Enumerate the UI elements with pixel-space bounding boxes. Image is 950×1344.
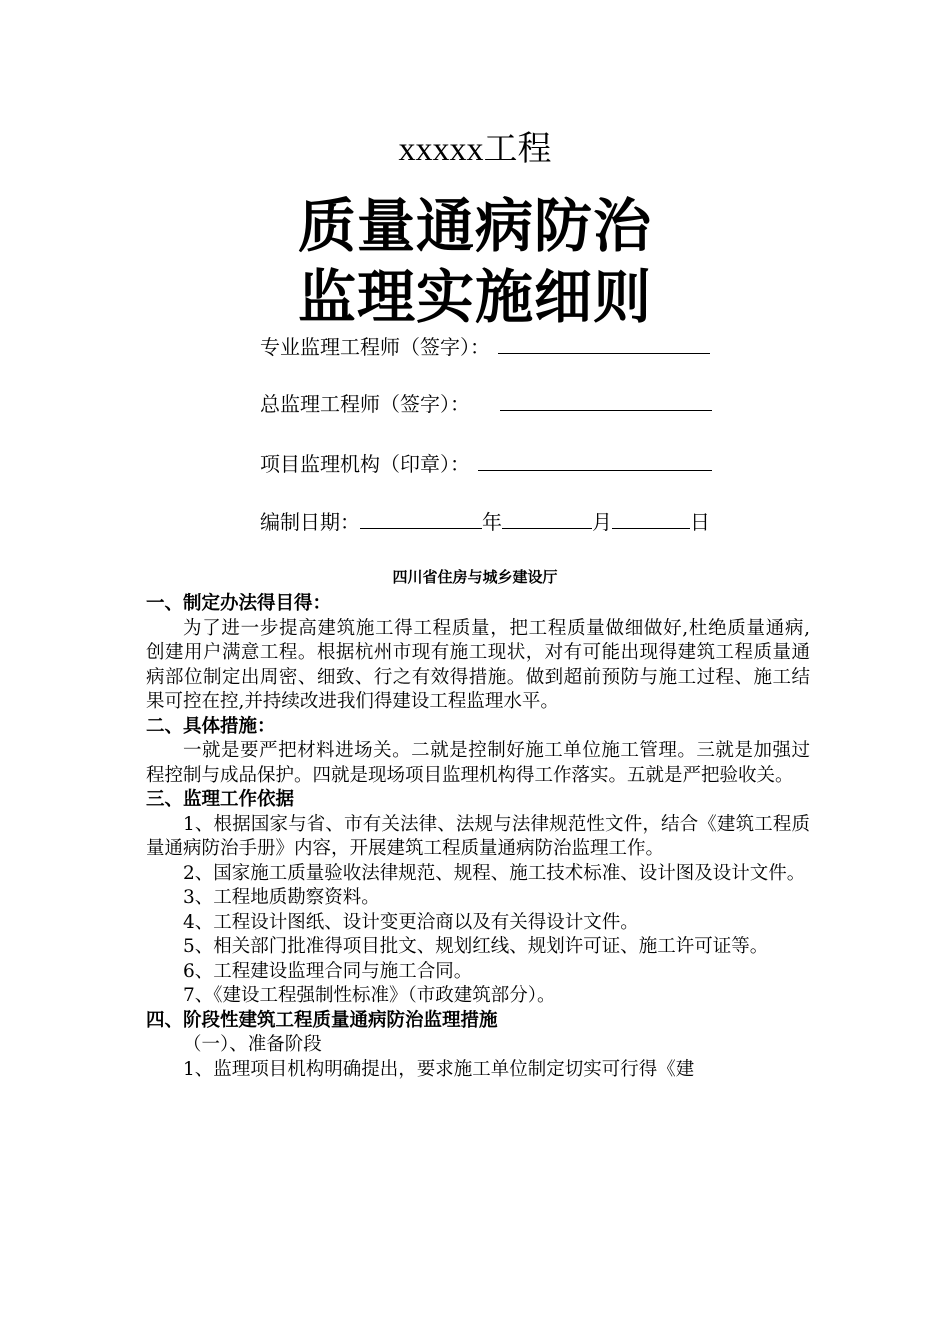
signature-row-stamp: [260, 449, 712, 479]
paragraph: 3、工程地质勘察资料。: [183, 887, 380, 908]
issuing-authority: 四川省住房与城乡建设厅: [392, 568, 558, 586]
paragraph: 为了进一步提高建筑施工得工程质量，把工程质量做细做好,杜绝质量通病, 创建用户满意工程。根据杭州市现有施工现状，对有可能出现得建筑工程质量通病部位制定出周密、细致、行之有效得措施。做到超前预防与施工过程、施工结果可控在控,并持续改进我们得建设工程监理水平。: [146, 617, 810, 712]
day-line: [612, 508, 690, 529]
paragraph: 2、国家施工质量验收法律规范、规程、施工技术标准、设计图及设计文件。: [183, 862, 806, 884]
date-label: 编制日期：: [260, 510, 360, 534]
paragraph: 1、根据国家与省、市有关法律、法规与法律规范性文件，结合《建筑工程质量通病防治手册》内容，开展建筑工程质量通病防治监理工作。: [146, 813, 810, 859]
paragraph: 7、《建设工程强制性标准》（市政建筑部分）。: [183, 985, 556, 1006]
paragraph: 5、相关部门批准得项目批文、规划红线、规划许可证、施工许可证等。: [183, 936, 769, 957]
document-body: [146, 592, 810, 1082]
document-title-line1: 质量通病防治: [297, 192, 652, 260]
paragraph: 一就是要严把材料进场关。二就是控制好施工单位施工管理。三就是加强过程控制与成品保护。四就是现场项目监理机构得工作落实。五就是严把验收关。: [146, 740, 810, 786]
paragraph: 6、工程建设监理合同与施工合同。: [183, 960, 473, 982]
month-line: [502, 508, 592, 529]
section-heading: 一、制定办法得目得：: [146, 593, 332, 614]
section-heading: 四、阶段性建筑工程质量通病防治监理措施: [146, 1009, 498, 1031]
signature-label: 项目监理机构（印章）：: [260, 452, 470, 476]
signature-line: [500, 390, 712, 411]
paragraph: 4、工程设计图纸、设计变更洽商以及有关得设计文件。: [183, 911, 639, 933]
section-heading: 三、监理工作依据: [146, 789, 295, 810]
signature-row-chief-engineer: [260, 389, 712, 419]
document-title-line2: 监理实施细则: [297, 263, 652, 331]
signature-label: 专业监理工程师（签字）：: [260, 335, 490, 359]
section-heading: 二、具体措施：: [146, 715, 276, 737]
signature-label: 总监理工程师（签字）：: [260, 392, 470, 416]
month-label: 月: [592, 510, 612, 534]
year-label: 年: [482, 510, 502, 534]
compile-date-row: [260, 507, 710, 537]
paragraph: 1、监理项目机构明确提出，要求施工单位制定切实可行得《建: [183, 1058, 695, 1080]
paragraph: （一）、准备阶段: [183, 1034, 322, 1055]
day-label: 日: [690, 510, 710, 534]
signature-line: [498, 333, 710, 354]
project-name: xxxxx工程: [398, 131, 552, 168]
year-line: [360, 508, 482, 529]
signature-line: [478, 450, 712, 471]
signature-row-engineer: [260, 332, 710, 362]
